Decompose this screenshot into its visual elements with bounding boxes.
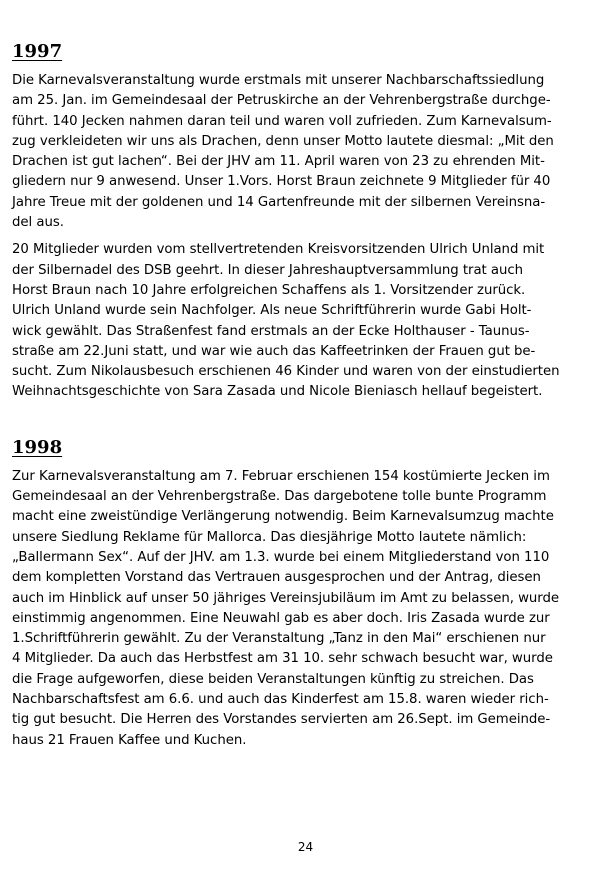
text-line: Die Karnevalsveranstaltung wurde erstmals mit unserer Nachbarschaftssiedlung [12, 73, 545, 88]
text-line: sucht. Zum Nikolausbesuch erschienen 46 Kinder und waren von der einstudierten [12, 364, 560, 380]
text-line: Horst Braun nach 10 Jahre erfolgreichen Schaffens als 1. Vorsitzender zurück. [12, 282, 526, 298]
text-line: dem kompletten Vorstand das Vertrauen ausgesprochen und der Antrag, diesen [12, 570, 541, 586]
text-line: Drachen ist gut lachen“. Bei der JHV am 11. April waren von 23 zu ehrenden Mit- [12, 154, 545, 170]
text-line: führt. 140 Jecken nahmen daran teil und waren voll zufrieden. Zum Karnevalsum- [12, 113, 552, 129]
text-line: Jahre Treue mit der goldenen und 14 Gartenfreunde mit der silbernen Vereinsna- [12, 194, 546, 210]
page-number: 24 [297, 840, 314, 854]
document-page [12, 40, 592, 751]
text-line: wick gewählt. Das Straßenfest fand erstmals an der Ecke Holthauser - Taunus- [12, 323, 530, 339]
text-line: Gemeindesaal an der Vehrenbergstraße. Das dargebotene tolle bunte Programm [12, 489, 547, 505]
text-line: gliedern nur 9 anwesend. Unser 1.Vors. Horst Braun zeichnete 9 Mitglieder für 40 [12, 174, 551, 190]
text-line: 4 Mitglieder. Da auch das Herbstfest am 31 10. sehr schwach besucht war, wurde [12, 651, 553, 667]
text-line: 1.Schriftführerin gewählt. Zu der Veranstaltung „Tanz in den Mai“ erschienen nur [12, 631, 546, 647]
paragraph [12, 240, 592, 402]
paragraph [12, 71, 592, 233]
text-line: 20 Mitglieder wurden vom stellvertretenden Kreisvorsitzenden Ulrich Unland mit [12, 242, 545, 258]
text-line: unsere Siedlung Reklame für Mallorca. Das diesjährige Motto lautete nämlich: [12, 529, 527, 545]
section-1997 [12, 40, 592, 403]
text-line: Weihnachtsgeschichte von Sara Zasada und Nicole Bieniasch hellauf begeistert. [12, 384, 543, 400]
text-line: macht eine zweistündige Verlängerung notwendig. Beim Karnevalsumzug machte [12, 509, 554, 525]
text-line: am 25. Jan. im Gemeindesaal der Petruskirche an der Vehrenbergstraße durchge- [12, 93, 551, 109]
text-line: del aus. [12, 215, 64, 231]
text-line: Zur Karnevalsveranstaltung am 7. Februar erschienen 154 kostümierte Jecken im [12, 468, 550, 484]
text-line: Ulrich Unland wurde sein Nachfolger. Als neue Schriftführerin wurde Gabi Holt- [12, 303, 532, 319]
text-line: Nachbarschaftsfest am 6.6. und auch das Kinderfest am 15.8. waren wieder rich- [12, 692, 549, 708]
paragraph [12, 467, 592, 751]
text-line: zug verkleideten wir uns als Drachen, denn unser Motto lautete diesmal: „Mit den [12, 133, 554, 149]
text-line: einstimmig angenommen. Eine Neuwahl gab es aber doch. Iris Zasada wurde zur [12, 610, 550, 626]
text-line: straße am 22.Juni statt, und war wie auch das Kaffeetrinken der Frauen gut be- [12, 343, 536, 359]
text-line: der Silbernadel des DSB geehrt. In dieser Jahreshauptversammlung trat auch [12, 262, 524, 278]
year-heading: 1998 [12, 436, 63, 458]
section-1998 [12, 436, 592, 751]
text-line: haus 21 Frauen Kaffee und Kuchen. [12, 732, 247, 748]
text-line: auch im Hinblick auf unser 50 jähriges Vereinsjubiläum im Amt zu belassen, wurde [12, 590, 559, 606]
text-line: „Ballermann Sex“. Auf der JHV. am 1.3. wurde bei einem Mitgliederstand von 110 [12, 549, 550, 565]
text-line: die Frage aufgeworfen, diese beiden Veranstaltungen künftig zu streichen. Das [12, 671, 534, 687]
text-line: tig gut besucht. Die Herren des Vorstandes servierten am 26.Sept. im Gemeinde- [12, 712, 551, 728]
year-heading: 1997 [12, 41, 63, 62]
